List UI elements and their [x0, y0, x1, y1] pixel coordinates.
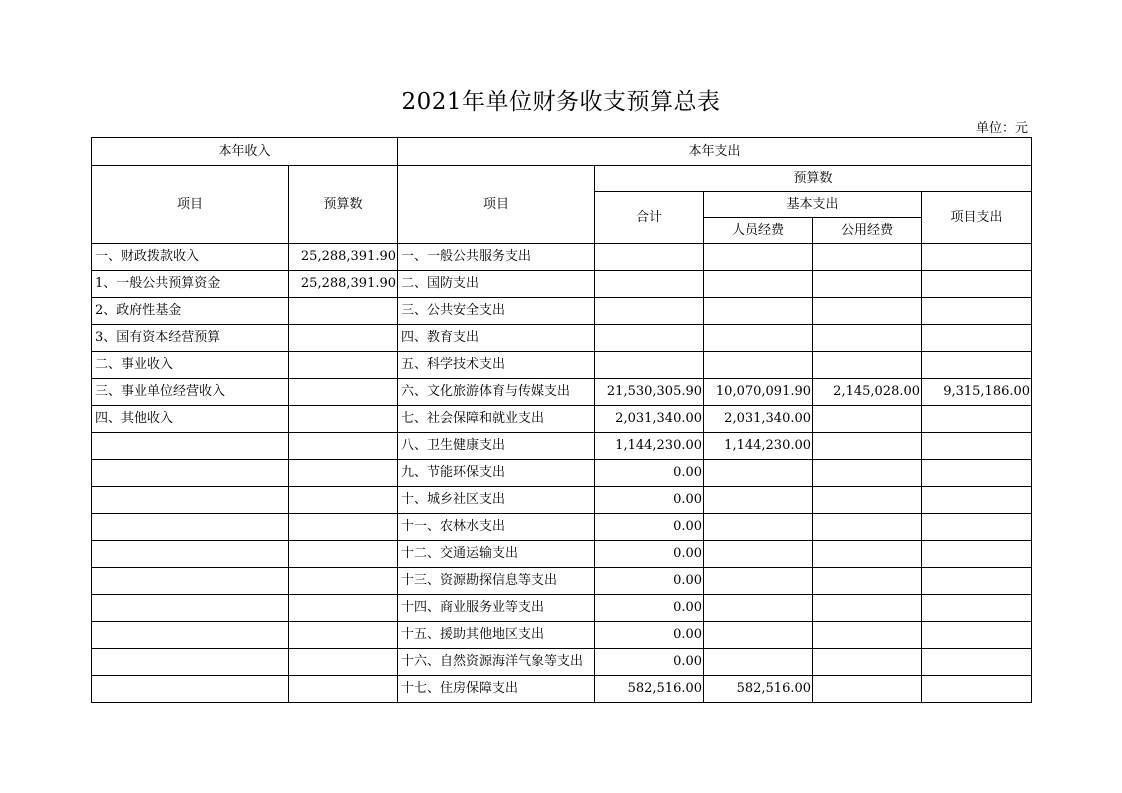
expense-item-cell: 九、节能环保支出	[398, 460, 595, 487]
table-row	[92, 298, 1032, 325]
project-cell	[922, 568, 1032, 595]
total-cell: 0.00	[595, 622, 704, 649]
income-amount-cell	[289, 406, 398, 433]
total-cell: 0.00	[595, 487, 704, 514]
budget-header: 预算数	[595, 166, 1032, 192]
table-row	[92, 649, 1032, 676]
project-cell	[922, 244, 1032, 271]
total-cell	[595, 352, 704, 379]
income-amount-cell	[289, 568, 398, 595]
project-cell	[922, 271, 1032, 298]
total-cell: 0.00	[595, 568, 704, 595]
income-item-cell	[92, 514, 289, 541]
public-cell	[813, 433, 922, 460]
project-cell	[922, 406, 1032, 433]
project-cell	[922, 460, 1032, 487]
public-cell	[813, 595, 922, 622]
income-item-cell: 一、财政拨款收入	[92, 244, 289, 271]
personnel-cell	[704, 541, 813, 568]
expense-header: 本年支出	[398, 138, 1032, 166]
income-amount-cell	[289, 352, 398, 379]
income-amount-cell	[289, 676, 398, 703]
total-cell: 0.00	[595, 541, 704, 568]
total-cell: 2,031,340.00	[595, 406, 704, 433]
expense-item-cell: 二、国防支出	[398, 271, 595, 298]
project-cell	[922, 676, 1032, 703]
expense-item-header: 项目	[398, 166, 595, 244]
expense-item-cell: 十、城乡社区支出	[398, 487, 595, 514]
income-item-cell: 1、一般公共预算资金	[92, 271, 289, 298]
table-row	[92, 622, 1032, 649]
personnel-header: 人员经费	[704, 218, 813, 244]
total-cell: 0.00	[595, 595, 704, 622]
personnel-cell	[704, 649, 813, 676]
total-cell	[595, 271, 704, 298]
public-cell	[813, 298, 922, 325]
income-amount-cell: 25,288,391.90	[289, 271, 398, 298]
income-item-header: 项目	[92, 166, 289, 244]
personnel-cell	[704, 622, 813, 649]
public-cell	[813, 271, 922, 298]
personnel-cell	[704, 271, 813, 298]
personnel-cell	[704, 244, 813, 271]
expense-item-cell: 十三、资源勘探信息等支出	[398, 568, 595, 595]
income-item-cell: 三、事业单位经营收入	[92, 379, 289, 406]
table-row	[92, 676, 1032, 703]
public-cell	[813, 514, 922, 541]
expense-item-cell: 八、卫生健康支出	[398, 433, 595, 460]
personnel-cell: 10,070,091.90	[704, 379, 813, 406]
total-cell	[595, 298, 704, 325]
income-amount-cell	[289, 460, 398, 487]
public-cell	[813, 352, 922, 379]
total-cell: 582,516.00	[595, 676, 704, 703]
total-cell	[595, 325, 704, 352]
table-row	[92, 487, 1032, 514]
table-row	[92, 325, 1032, 352]
total-cell: 0.00	[595, 514, 704, 541]
income-amount-cell	[289, 379, 398, 406]
expense-item-cell: 十一、农林水支出	[398, 514, 595, 541]
table-row	[92, 271, 1032, 298]
income-header: 本年收入	[92, 138, 398, 166]
total-cell: 0.00	[595, 460, 704, 487]
public-cell	[813, 325, 922, 352]
header-row-2	[92, 166, 1032, 192]
expense-item-cell: 六、文化旅游体育与传媒支出	[398, 379, 595, 406]
table-row	[92, 460, 1032, 487]
project-cell	[922, 298, 1032, 325]
income-amount-cell	[289, 541, 398, 568]
income-amount-cell: 25,288,391.90	[289, 244, 398, 271]
income-amount-cell	[289, 595, 398, 622]
expense-item-cell: 四、教育支出	[398, 325, 595, 352]
table-row	[92, 595, 1032, 622]
expense-item-cell: 十二、交通运输支出	[398, 541, 595, 568]
table-row	[92, 514, 1032, 541]
personnel-cell	[704, 514, 813, 541]
personnel-cell: 1,144,230.00	[704, 433, 813, 460]
project-cell	[922, 487, 1032, 514]
personnel-cell	[704, 460, 813, 487]
table-row	[92, 541, 1032, 568]
project-cell	[922, 541, 1032, 568]
income-budget-header: 预算数	[289, 166, 398, 244]
income-item-cell	[92, 541, 289, 568]
income-item-cell: 2、政府性基金	[92, 298, 289, 325]
income-item-cell	[92, 433, 289, 460]
public-cell: 2,145,028.00	[813, 379, 922, 406]
project-expense-header: 项目支出	[922, 192, 1032, 244]
income-amount-cell	[289, 298, 398, 325]
income-item-cell	[92, 568, 289, 595]
income-item-cell	[92, 649, 289, 676]
income-item-cell	[92, 622, 289, 649]
income-item-cell	[92, 676, 289, 703]
expense-item-cell: 十四、商业服务业等支出	[398, 595, 595, 622]
public-cell	[813, 460, 922, 487]
project-cell	[922, 352, 1032, 379]
public-cell	[813, 649, 922, 676]
public-cell	[813, 676, 922, 703]
personnel-cell	[704, 568, 813, 595]
personnel-cell	[704, 298, 813, 325]
income-item-cell: 3、国有资本经营预算	[92, 325, 289, 352]
table-row	[92, 433, 1032, 460]
table-row	[92, 244, 1032, 271]
income-item-cell	[92, 460, 289, 487]
income-amount-cell	[289, 649, 398, 676]
income-amount-cell	[289, 514, 398, 541]
personnel-cell: 582,516.00	[704, 676, 813, 703]
income-item-cell: 四、其他收入	[92, 406, 289, 433]
income-amount-cell	[289, 622, 398, 649]
expense-item-cell: 五、科学技术支出	[398, 352, 595, 379]
total-cell	[595, 244, 704, 271]
expense-item-cell: 三、公共安全支出	[398, 298, 595, 325]
unit-label: 单位：元	[975, 121, 1028, 136]
total-cell: 21,530,305.90	[595, 379, 704, 406]
total-cell: 1,144,230.00	[595, 433, 704, 460]
income-item-cell: 二、事业收入	[92, 352, 289, 379]
public-cell	[813, 568, 922, 595]
expense-item-cell: 十五、援助其他地区支出	[398, 622, 595, 649]
total-header: 合计	[595, 192, 704, 244]
income-item-cell	[92, 595, 289, 622]
personnel-cell: 2,031,340.00	[704, 406, 813, 433]
expense-item-cell: 十六、自然资源海洋气象等支出	[398, 649, 595, 676]
table-row	[92, 568, 1032, 595]
project-cell	[922, 433, 1032, 460]
personnel-cell	[704, 595, 813, 622]
page-title: 2021年单位财务收支预算总表	[401, 89, 721, 115]
public-cell	[813, 541, 922, 568]
project-cell: 9,315,186.00	[922, 379, 1032, 406]
public-cell	[813, 622, 922, 649]
public-cell	[813, 406, 922, 433]
expense-item-cell: 一、一般公共服务支出	[398, 244, 595, 271]
public-cell	[813, 244, 922, 271]
table-row	[92, 352, 1032, 379]
project-cell	[922, 595, 1032, 622]
total-cell: 0.00	[595, 649, 704, 676]
personnel-cell	[704, 325, 813, 352]
income-amount-cell	[289, 487, 398, 514]
project-cell	[922, 622, 1032, 649]
expense-item-cell: 十七、住房保障支出	[398, 676, 595, 703]
project-cell	[922, 325, 1032, 352]
public-header: 公用经费	[813, 218, 922, 244]
budget-table	[91, 137, 1032, 703]
income-amount-cell	[289, 433, 398, 460]
project-cell	[922, 514, 1032, 541]
public-cell	[813, 487, 922, 514]
table-row	[92, 379, 1032, 406]
project-cell	[922, 649, 1032, 676]
income-amount-cell	[289, 325, 398, 352]
header-row-1	[92, 138, 1032, 166]
basic-expense-header: 基本支出	[704, 192, 922, 218]
personnel-cell	[704, 487, 813, 514]
income-item-cell	[92, 487, 289, 514]
personnel-cell	[704, 352, 813, 379]
table-row	[92, 406, 1032, 433]
expense-item-cell: 七、社会保障和就业支出	[398, 406, 595, 433]
